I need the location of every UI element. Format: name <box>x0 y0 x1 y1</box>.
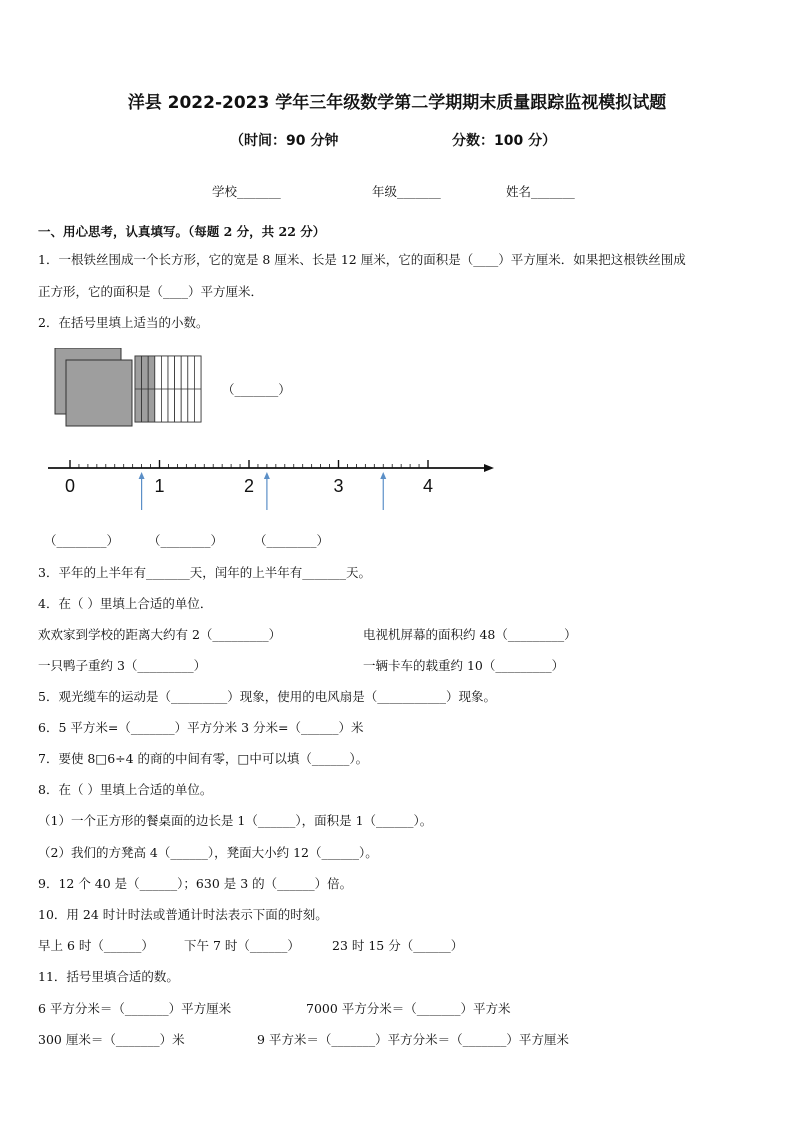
question-10: 10．用 24 时计时法或普通计时法表示下面的时刻。 <box>38 907 328 922</box>
number-line-label: 2 <box>243 476 255 496</box>
number-line-pointer-head-1 <box>139 472 145 479</box>
question-4-b: 电视机屏幕的面积约 48（_________） <box>363 627 577 642</box>
question-2: 2．在括号里填上适当的小数。 <box>38 315 209 330</box>
exam-time: （时间：90 分钟 <box>230 133 339 149</box>
number-line-blank-1[interactable]: （________） <box>44 533 120 548</box>
question-11-c: 300 厘米＝（_______）米 <box>38 1032 185 1047</box>
question-11-b: 7000 平方分米＝（_______）平方米 <box>306 1001 511 1016</box>
question-8: 8．在（ ）里填上合适的单位。 <box>38 782 213 797</box>
question-3: 3．平年的上半年有_______天，闰年的上半年有_______天。 <box>38 565 371 580</box>
number-line-pointer-head-3 <box>380 472 386 479</box>
question-8-2: （2）我们的方凳高 4（______），凳面大小约 12（______）。 <box>38 845 378 860</box>
question-4-c: 一只鸭子重约 3（_________） <box>38 658 207 673</box>
exam-score: 分数：100 分） <box>452 133 557 149</box>
number-line <box>44 452 504 512</box>
name-field[interactable]: 姓名_______ <box>506 184 575 199</box>
question-1-line-1: 1．一根铁丝围成一个长方形，它的宽是 8 厘米、长是 12 厘米，它的面积是（____）平方厘米．如果把这根铁丝围成 <box>38 252 686 267</box>
number-line-label: 3 <box>333 476 344 496</box>
whole-square-front <box>66 360 132 426</box>
question-9: 9．12 个 40 是（______）；630 是 3 的（______）倍。 <box>38 876 353 891</box>
number-line-pointer-head-2 <box>264 472 270 479</box>
decimal-squares-figure <box>54 348 204 428</box>
question-4-a: 欢欢家到学校的距离大约有 2（_________） <box>38 627 282 642</box>
question-6: 6．5 平方米=（_______）平方分米 3 分米=（______）米 <box>38 720 364 735</box>
number-line-label: 1 <box>154 476 165 496</box>
page-title: 洋县 2022-2023 学年三年级数学第二学期期末质量跟踪监视模拟试题 <box>127 93 667 113</box>
question-10-c: 23 时 15 分（______） <box>332 938 464 953</box>
section-heading: 一、用心思考，认真填写。（每题 2 分，共 22 分） <box>38 224 326 239</box>
question-10-a: 早上 6 时（______） <box>38 938 154 953</box>
question-11: 11．括号里填合适的数。 <box>38 969 179 984</box>
number-line-blank-3[interactable]: （________） <box>254 533 330 548</box>
number-line-label: 4 <box>422 476 434 496</box>
number-line-label: 0 <box>64 476 76 496</box>
question-11-d: 9 平方米＝（_______）平方分米＝（_______）平方厘米 <box>257 1032 569 1047</box>
question-10-b: 下午 7 时（______） <box>184 938 300 953</box>
question-4-d: 一辆卡车的载重约 10（_________） <box>363 658 565 673</box>
question-5: 5．观光缆车的运动是（_________）现象，使用的电风扇是（___________）现象。 <box>38 689 496 704</box>
number-line-blank-2[interactable]: （________） <box>148 533 224 548</box>
question-4: 4．在（ ）里填上合适的单位． <box>38 596 213 611</box>
square-answer-blank[interactable]: （_______） <box>222 382 291 397</box>
question-7: 7．要使 8□6÷4 的商的中间有零，□中可以填（______）。 <box>38 751 369 766</box>
school-field[interactable]: 学校_______ <box>212 184 281 199</box>
question-11-a: 6 平方分米＝（_______）平方厘米 <box>38 1001 232 1016</box>
question-8-1: （1）一个正方形的餐桌面的边长是 1（______），面积是 1（______）。 <box>38 813 433 828</box>
question-1-line-2: 正方形，它的面积是（____）平方厘米． <box>38 284 264 299</box>
number-line-arrowhead <box>484 464 494 472</box>
grade-field[interactable]: 年级_______ <box>372 184 441 199</box>
